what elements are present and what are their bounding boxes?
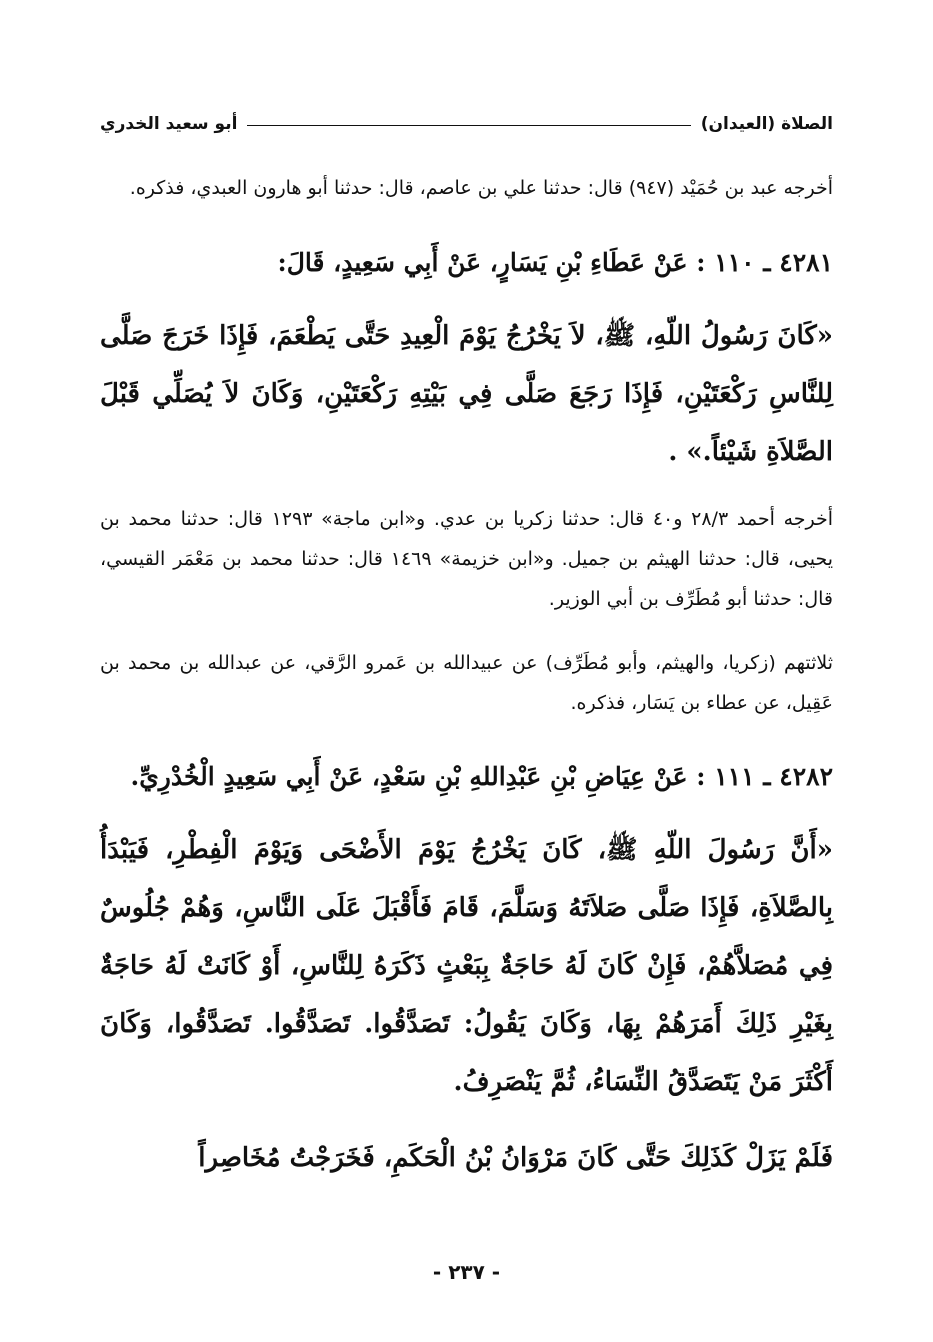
header-rule <box>247 125 690 126</box>
running-header <box>100 100 833 134</box>
page-body <box>100 165 833 1205</box>
hadith-4281-heading: ٤٢٨١ ـ ١١٠ : عَنْ عَطَاءِ بْنِ يَسَارٍ، عَنْ أَبِي سَعِيدٍ، قَالَ: <box>277 248 833 277</box>
hadith-4282-heading: ٤٢٨٢ ـ ١١١ : عَنْ عِيَاضِ بْنِ عَبْدِاللهِ بْنِ سَعْدٍ، عَنْ أَبِي سَعِيدٍ الْخُدْرِيِّ. <box>130 762 833 791</box>
hadith-4281-text: «كَانَ رَسُولُ اللّهِ، ﷺ، لاَ يَخْرُجُ يَوْمَ الْعِيدِ حَتَّى يَطْعَمَ، فَإِذَا خَرَجَ صَلَّى لِلنَّاسِ رَكْعَتَيْنِ، فَإِذَا رَجَعَ صَلَّى فِي بَيْتِهِ رَكْعَتَيْنِ، وَكَانَ لاَ يُصَلِّي قَبْلَ الصَّلاَةِ شَيْئاً.» . <box>100 321 833 467</box>
header-narrator-title: أبو سعيد الخدري <box>100 114 238 134</box>
header-chapter-title: الصلاة (العيدان) <box>700 114 833 134</box>
hadith-4282-continuation: فَلَمْ يَزَلْ كَذَلِكَ حَتَّى كَانَ مَرْوَانُ بْنُ الْحَكَمِ، فَخَرَجْتُ مُخَاصِراً <box>198 1143 833 1173</box>
source-note-1: أخرجه عبد بن حُمَيْد (٩٤٧) قال: حدثنا علي بن عاصم، قال: حدثنا أبو هارون العبدي، فذكره. <box>129 177 833 199</box>
source-note-2: أخرجه أحمد ٢٨/٣ و٤٠ قال: حدثنا زكريا بن عدي. و«ابن ماجة» ١٢٩٣ قال: حدثنا محمد بن يحيى، قال: حدثنا الهيثم بن جميل. و«ابن خزيمة» ١٤٦٩ قال: حدثنا محمد بن مَعْمَر القيسي، قال: حدثنا أبو مُطَرِّف بن أبي الوزير. <box>100 508 834 610</box>
page-number: - ٢٣٧ - <box>432 1260 501 1284</box>
source-note-3: ثلاثتهم (زكريا، والهيثم، وأبو مُطَرِّف) عن عبيدالله بن عَمرو الرَّقي، عن عبدالله بن محمد بن عَقِيل، عن عطاء بن يَسَار، فذكره. <box>100 652 833 714</box>
hadith-4282-text: «أَنَّ رَسُولَ اللّهِ ﷺ، كَانَ يَخْرُجُ يَوْمَ الأَضْحَى وَيَوْمَ الْفِطْرِ، فَيَبْدَأُ بِالصَّلاَةِ، فَإِذَا صَلَّى صَلاَتَهُ وَسَلَّمَ، قَامَ فَأَقْبَلَ عَلَى النَّاسِ، وَهُمْ جُلُوسٌ فِي مُصَلاَّهُمْ، فَإِنْ كَانَ لَهُ حَاجَةٌ بِبَعْثٍ ذَكَرَهُ لِلنَّاسِ، أَوْ كَانَتْ لَهُ حَاجَةٌ بِغَيْرِ ذَلِكَ أَمَرَهُمْ بِهَا، وَكَانَ يَقُولُ: تَصَدَّقُوا. تَصَدَّقُوا. تَصَدَّقُوا، وَكَانَ أَكْثَرَ مَنْ يَتَصَدَّقُ النِّسَاءُ، ثُمَّ يَنْصَرِفُ. <box>100 835 833 1097</box>
